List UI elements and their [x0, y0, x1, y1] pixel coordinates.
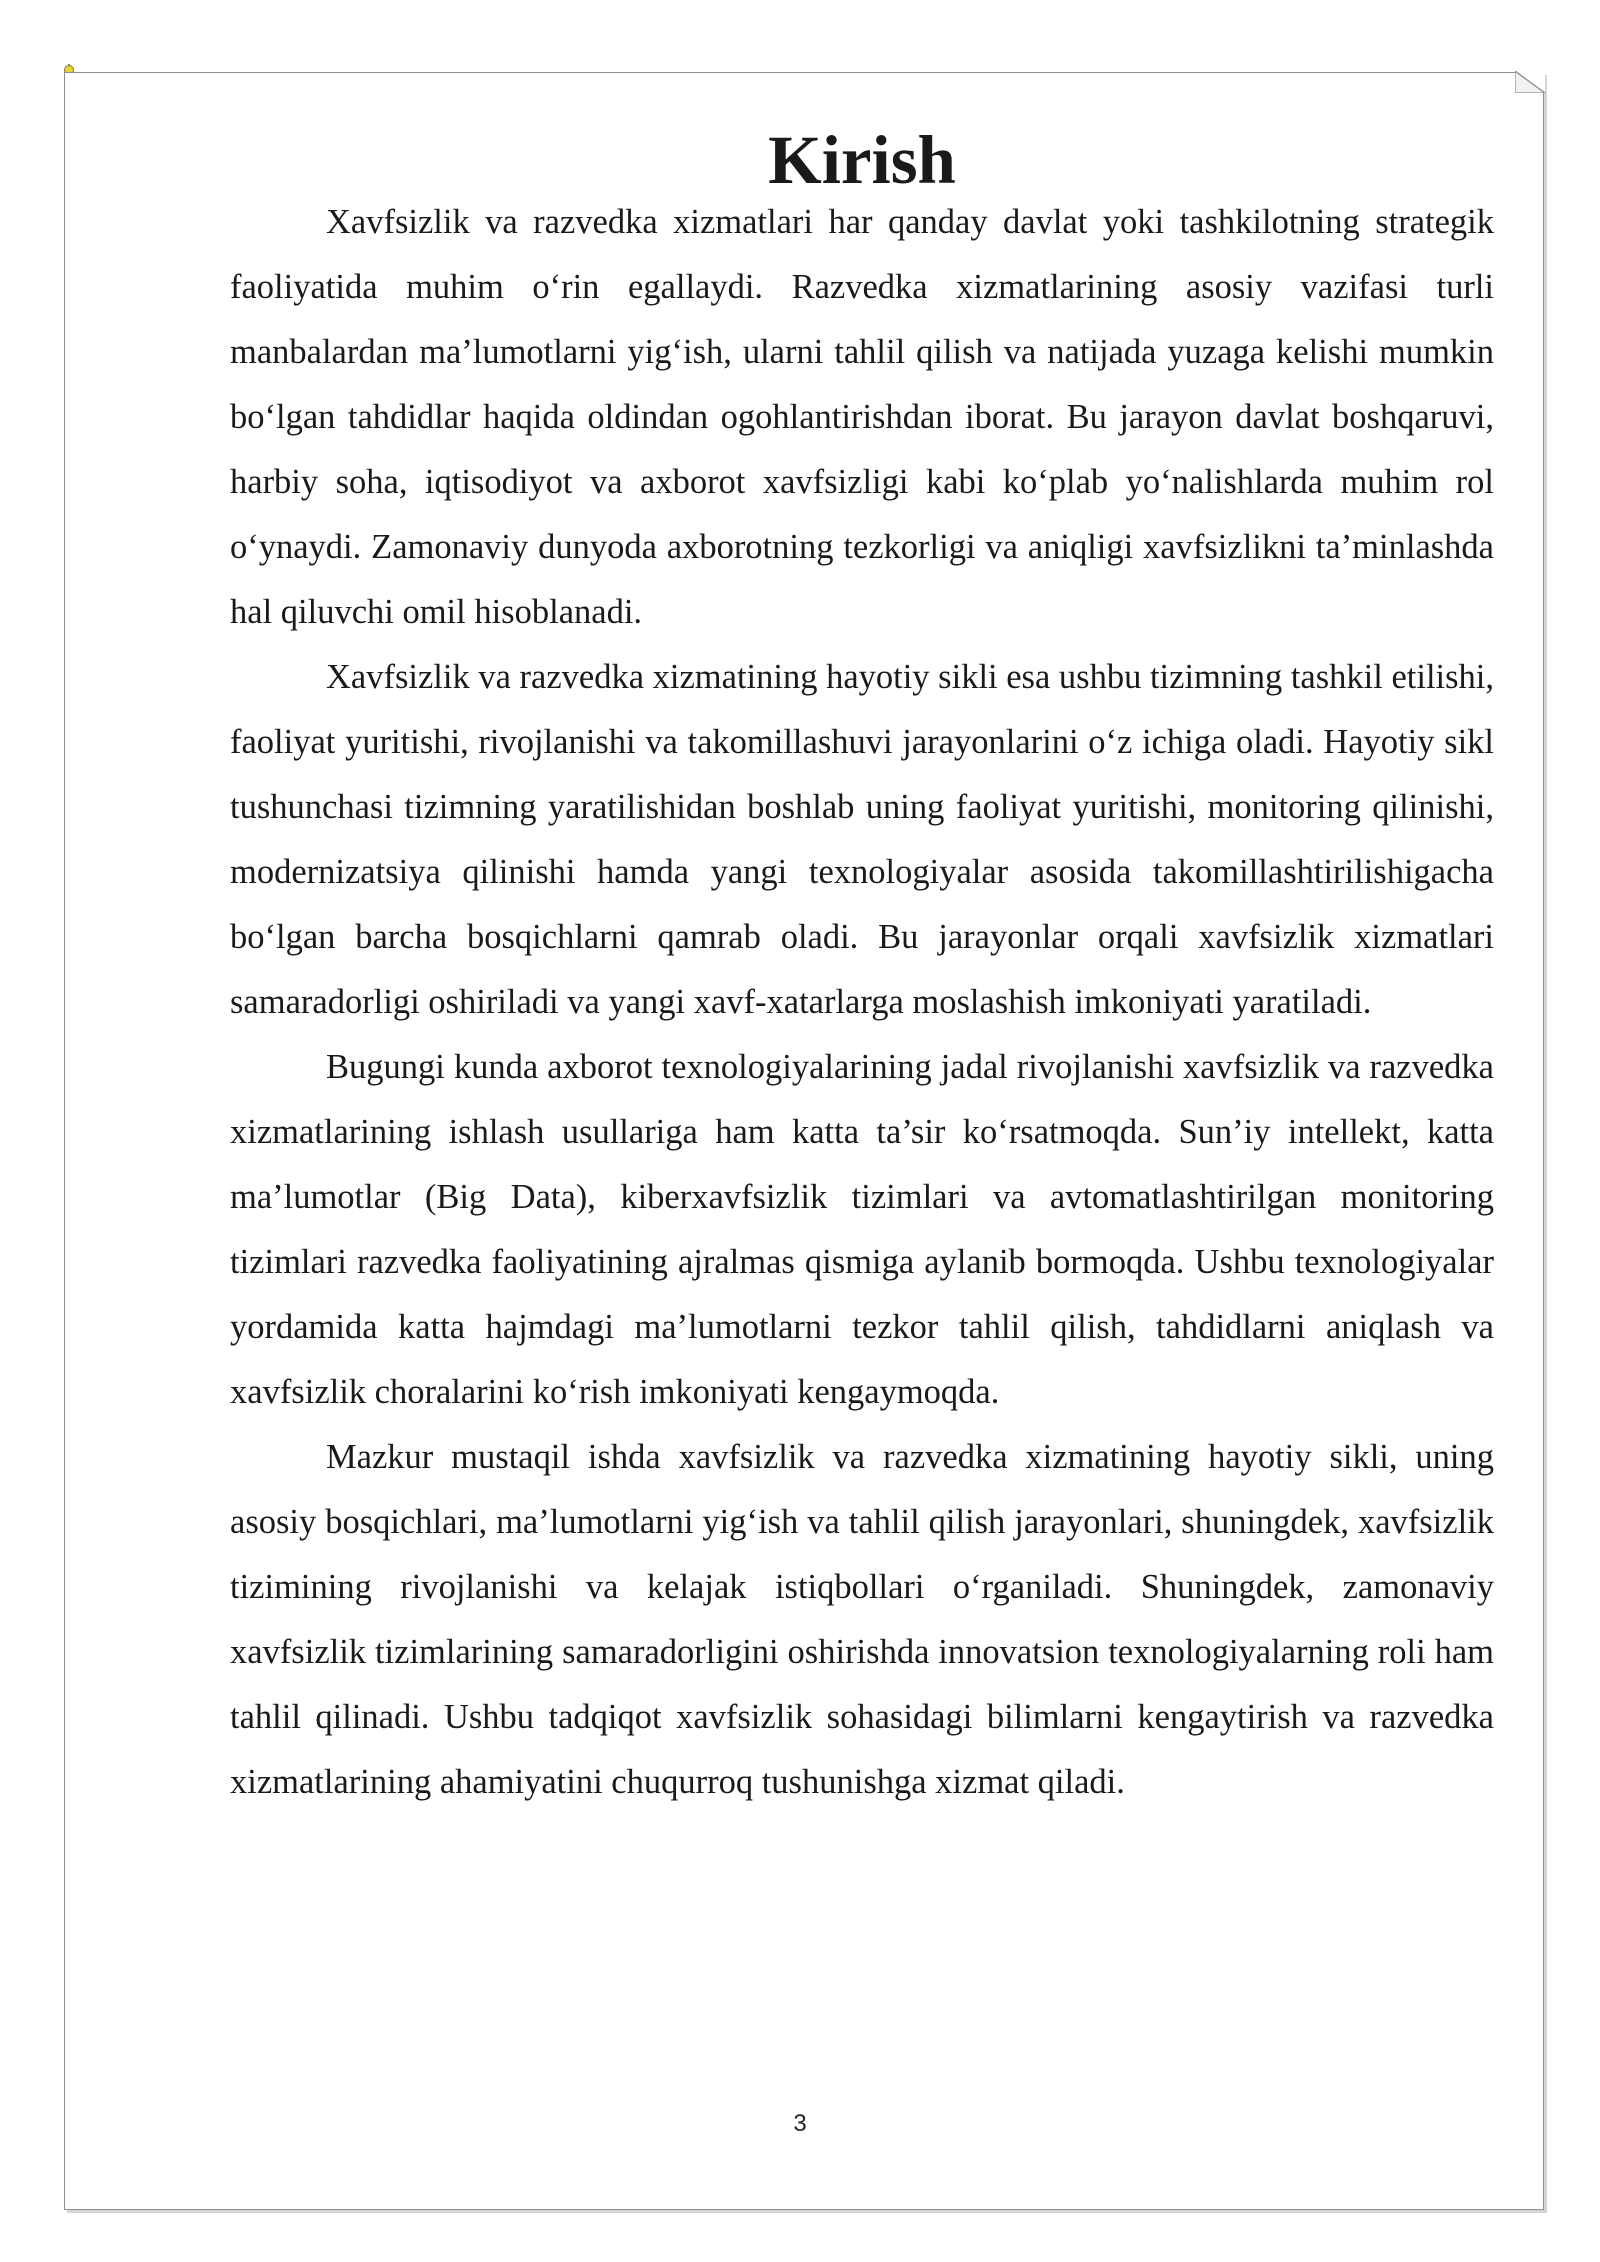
paragraph-2: Xavfsizlik va razvedka xizmatining hayotiy sikli esa ushbu tizimning tashkil etilishi, faoliyat yuritishi, rivojlanishi va takomillashuvi jarayonlarini o‘z ichiga oladi. Hayotiy sikl tushunchasi tizimning yaratilishidan boshlab uning faoliyat yuritishi, monitoring qilinishi, modernizatsiya qilinishi hamda yangi texnologiyalar asosida takomillashtirilishigacha bo‘lgan barcha bosqichlarni qamrab oladi. Bu jarayonlar orqali xavfsizlik xizmatlari samaradorligi oshiriladi va yangi xavf-xatarlarga moslashish imkoniyati yaratiladi.	[230, 658, 1494, 1021]
page-number: 3	[793, 2110, 807, 2137]
page-title: Kirish	[768, 122, 956, 198]
dog-ear-icon	[1515, 71, 1545, 93]
document-body	[230, 122, 1494, 1815]
paragraph-4: Mazkur mustaqil ishda xavfsizlik va razvedka xizmatining hayotiy sikli, uning asosiy bosqichlari, ma’lumotlarni yig‘ish va tahlil qilish jarayonlari, shuningdek, xavfsizlik tizimining rivojlanishi va kelajak istiqbollari o‘rganiladi. Shuningdek, zamonaviy xavfsizlik tizimlarining samaradorligini oshirishda innovatsion texnologiyalarning roli ham tahlil qilinadi. Ushbu tadqiqot xavfsizlik sohasidagi bilimlarni kengaytirish va razvedka xizmatlarining ahamiyatini chuqurroq tushunishga xizmat qiladi.	[230, 1438, 1494, 1801]
paragraph-1: Xavfsizlik va razvedka xizmatlari har qanday davlat yoki tashkilotning strategik faoliyatida muhim o‘rin egallaydi. Razvedka xizmatlarining asosiy vazifasi turli manbalardan ma’lumotlarni yig‘ish, ularni tahlil qilish va natijada yuzaga kelishi mumkin bo‘lgan tahdidlar haqida oldindan ogohlantirishdan iborat. Bu jarayon davlat boshqaruvi, harbiy soha, iqtisodiyot va axborot xavfsizligi kabi ko‘plab yo‘nalishlarda muhim rol o‘ynaydi. Zamonaviy dunyoda axborotning tezkorligi va aniqligi xavfsizlikni ta’minlashda hal qiluvchi omil hisoblanadi.	[230, 203, 1494, 631]
paragraph-3: Bugungi kunda axborot texnologiyalarining jadal rivojlanishi xavfsizlik va razvedka xizmatlarining ishlash usullariga ham katta ta’sir ko‘rsatmoqda. Sun’iy intellekt, katta ma’lumotlar (Big Data), kiberxavfsizlik tizimlari va avtomatlashtirilgan monitoring tizimlari razvedka faoliyatining ajralmas qismiga aylanib bormoqda. Ushbu texnologiyalar yordamida katta hajmdagi ma’lumotlarni tezkor tahlil qilish, tahdidlarni aniqlash va xavfsizlik choralarini ko‘rish imkoniyati kengaymoqda.	[230, 1048, 1494, 1411]
